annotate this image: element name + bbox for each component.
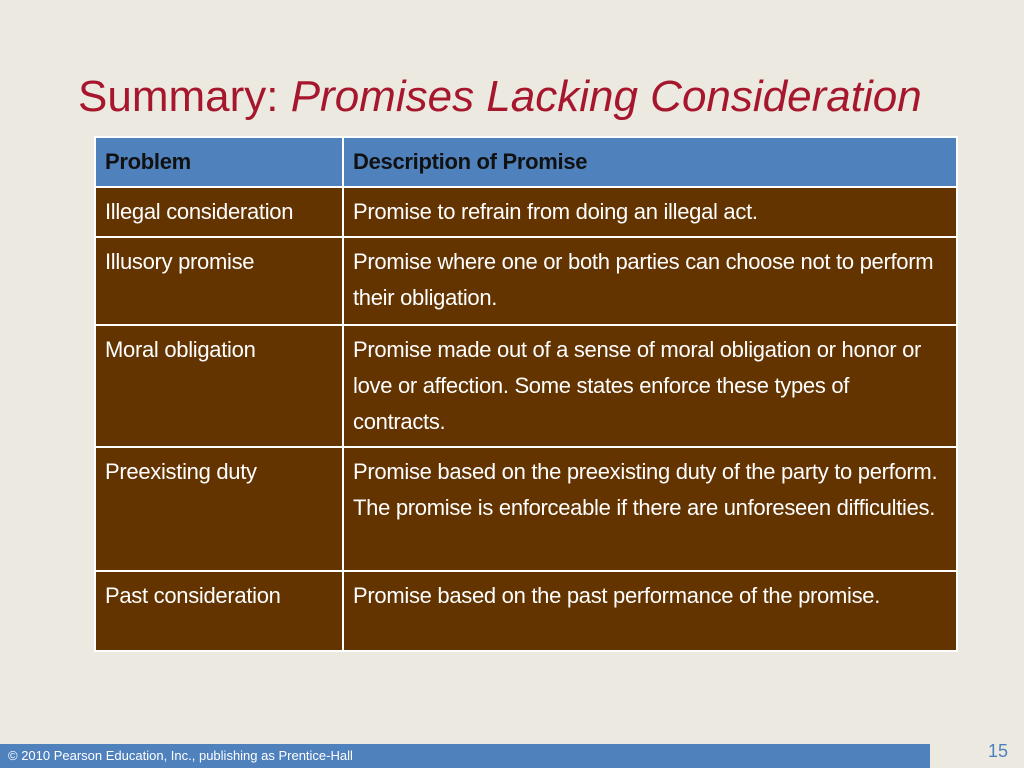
cell-description: Promise based on the preexisting duty of the party to perform. The promise is enforceable if there are unforeseen difficulties. (343, 447, 957, 571)
cell-problem: Illusory promise (95, 237, 343, 325)
column-header-problem: Problem (95, 137, 343, 187)
title-prefix: Summary: (78, 72, 291, 121)
title-emphasis: Promises Lacking Consideration (290, 72, 922, 121)
summary-table (94, 136, 958, 652)
cell-problem: Past consideration (95, 571, 343, 651)
table-row (95, 571, 957, 651)
table-row (95, 447, 957, 571)
cell-description: Promise where one or both parties can choose not to perform their obligation. (343, 237, 957, 325)
copyright-text: © 2010 Pearson Education, Inc., publishing as Prentice-Hall (8, 748, 353, 763)
column-header-description: Description of Promise (343, 137, 957, 187)
footer-bar (0, 744, 930, 768)
cell-description: Promise based on the past performance of the promise. (343, 571, 957, 651)
cell-problem: Moral obligation (95, 325, 343, 447)
table-header-row (95, 137, 957, 187)
cell-description: Promise to refrain from doing an illegal act. (343, 187, 957, 237)
slide-title (78, 72, 922, 122)
table-row (95, 187, 957, 237)
cell-problem: Illegal consideration (95, 187, 343, 237)
table-row (95, 325, 957, 447)
cell-problem: Preexisting duty (95, 447, 343, 571)
cell-description: Promise made out of a sense of moral obligation or honor or love or affection. Some states enforce these types of contracts. (343, 325, 957, 447)
table-row (95, 237, 957, 325)
page-number: 15 (988, 741, 1009, 761)
